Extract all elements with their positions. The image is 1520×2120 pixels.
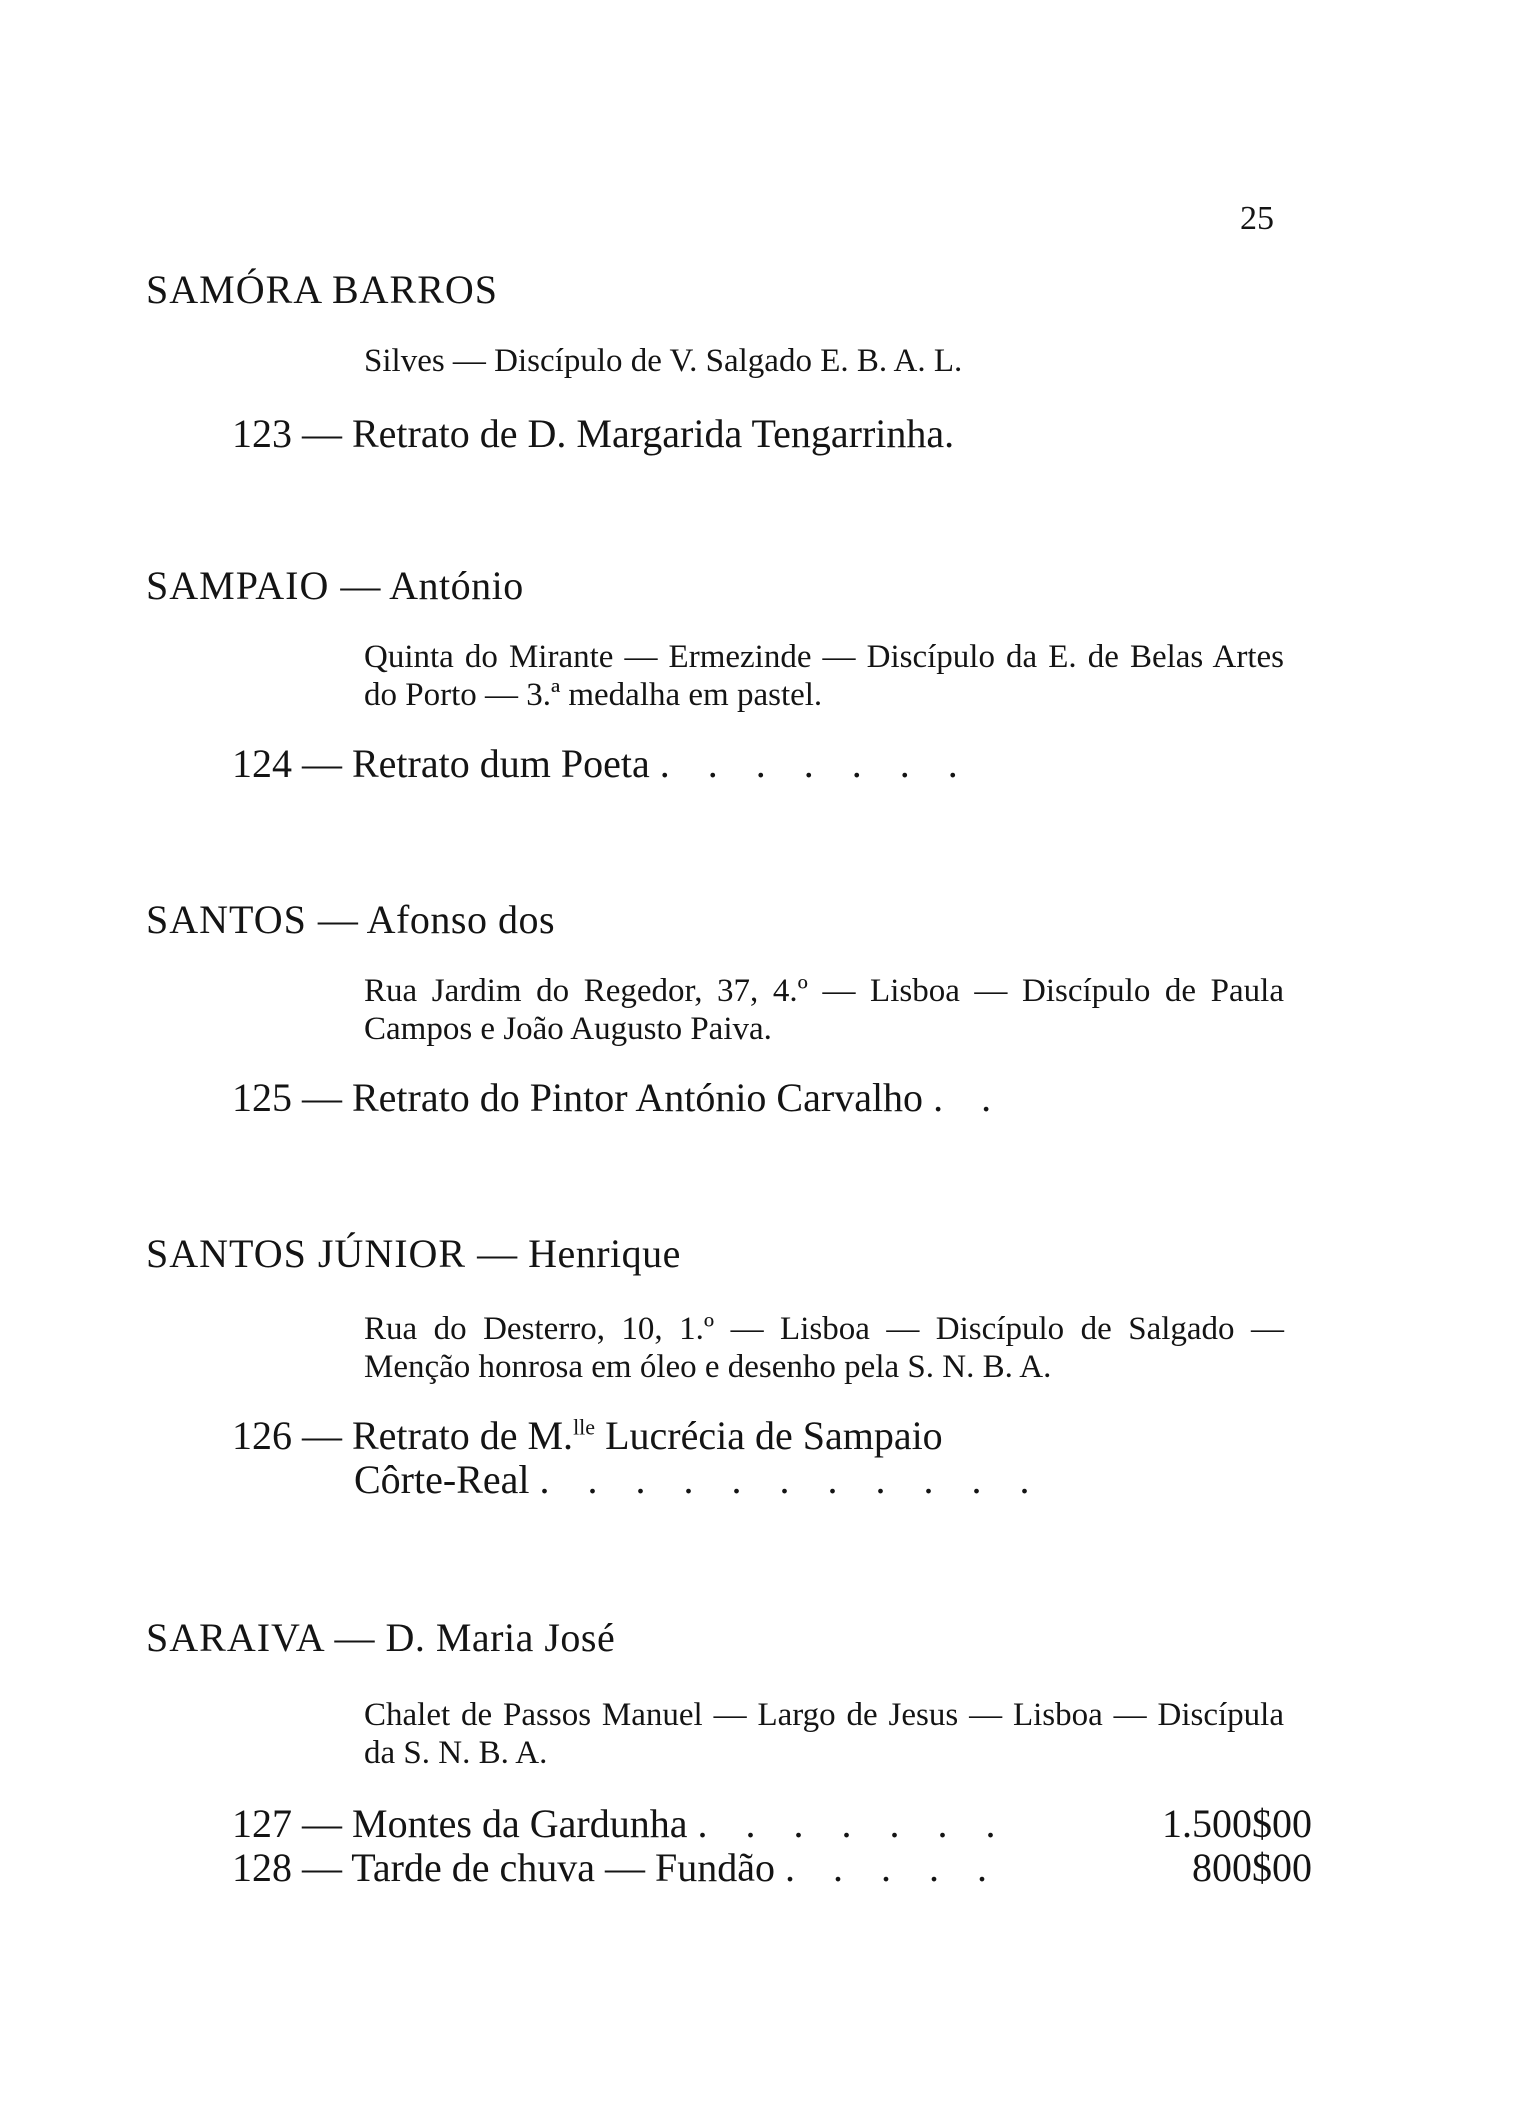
leader-dots: . . . . . . . <box>697 1801 1010 1846</box>
artist-given-name: D. Maria José <box>385 1615 616 1660</box>
work-item <box>232 412 1312 456</box>
work-item <box>232 1802 1312 1846</box>
artist-surname: SANTOS <box>146 897 307 942</box>
artist-bio: Quinta do Mirante — Ermezinde — Discípulo da E. de Belas Artes do Porto — 3.ª medalha em pastel. <box>364 639 1284 713</box>
dash: — <box>302 1075 352 1120</box>
work-price: 800$00 <box>1192 1845 1312 1890</box>
dash: — <box>302 1413 352 1458</box>
artist-bio: Rua Jardim do Regedor, 37, 4.º — Lisboa — Discípulo de Paula Campos e João Augusto Paiva. <box>364 973 1284 1047</box>
artist-bio: Silves — Discípulo de V. Salgado E. B. A. L. <box>364 343 963 379</box>
dash: — <box>477 1231 529 1276</box>
artist-name <box>146 1230 681 1277</box>
work-number: 125 <box>232 1075 292 1120</box>
artist-surname: SARAIVA <box>146 1615 324 1660</box>
work-item <box>232 742 1312 786</box>
dash: — <box>302 1845 352 1890</box>
dash: — <box>317 897 367 942</box>
artist-name <box>146 896 555 943</box>
artist-given-name: António <box>389 563 524 608</box>
work-title-b: Lucrécia de Sampaio <box>605 1413 943 1458</box>
leader-dots: . . . . . . . <box>659 741 972 786</box>
work-number: 124 <box>232 741 292 786</box>
page-number: 25 <box>1240 200 1274 237</box>
artist-given-name: Afonso dos <box>366 897 556 942</box>
work-title: Retrato dum Poeta <box>352 741 650 786</box>
work-title-continued: Côrte-Real <box>354 1457 530 1502</box>
artist-surname: SAMPAIO <box>146 563 330 608</box>
work-title-superscript: lle <box>573 1414 596 1440</box>
work-item <box>232 1846 1312 1890</box>
artist-name <box>146 1614 615 1661</box>
artist-surname: SAMÓRA BARROS <box>146 267 499 312</box>
artist-given-name: Henrique <box>528 1231 681 1276</box>
work-number: 127 <box>232 1801 292 1846</box>
work-item <box>232 1413 1312 1502</box>
work-price: 1.500$00 <box>1162 1801 1312 1846</box>
dash: — <box>302 411 352 456</box>
work-title-line2 <box>354 1458 1044 1502</box>
work-title: Retrato do Pintor António Carvalho <box>352 1075 924 1120</box>
work-number: 123 <box>232 411 292 456</box>
dash: — <box>340 563 390 608</box>
leader-dots: . . . . . <box>785 1845 1002 1890</box>
work-number: 128 <box>232 1845 292 1890</box>
work-title: Montes da Gardunha <box>352 1801 688 1846</box>
work-title: Tarde de chuva — Fundão <box>351 1845 776 1890</box>
artist-surname: SANTOS JÚNIOR <box>146 1231 467 1276</box>
work-title-a: Retrato de M. <box>352 1413 574 1458</box>
leader-dots: . . . . . . . . . . . <box>539 1457 1044 1502</box>
dash: — <box>302 741 352 786</box>
artist-name <box>146 266 498 313</box>
work-item <box>232 1076 1312 1120</box>
leader-dots: . . <box>933 1075 1006 1120</box>
dash: — <box>334 1615 386 1660</box>
artist-bio: Chalet de Passos Manuel — Largo de Jesus — Lisboa — Discípula da S. N. B. A. <box>364 1697 1284 1771</box>
dash: — <box>302 1801 352 1846</box>
artist-bio: Rua do Desterro, 10, 1.º — Lisboa — Discípulo de Salgado — Menção honrosa em óleo e desenho pela S. N. B. A. <box>364 1311 1284 1385</box>
artist-name <box>146 562 524 609</box>
work-title: Retrato de D. Margarida Tengarrinha. <box>352 411 955 456</box>
work-number: 126 <box>232 1413 292 1458</box>
